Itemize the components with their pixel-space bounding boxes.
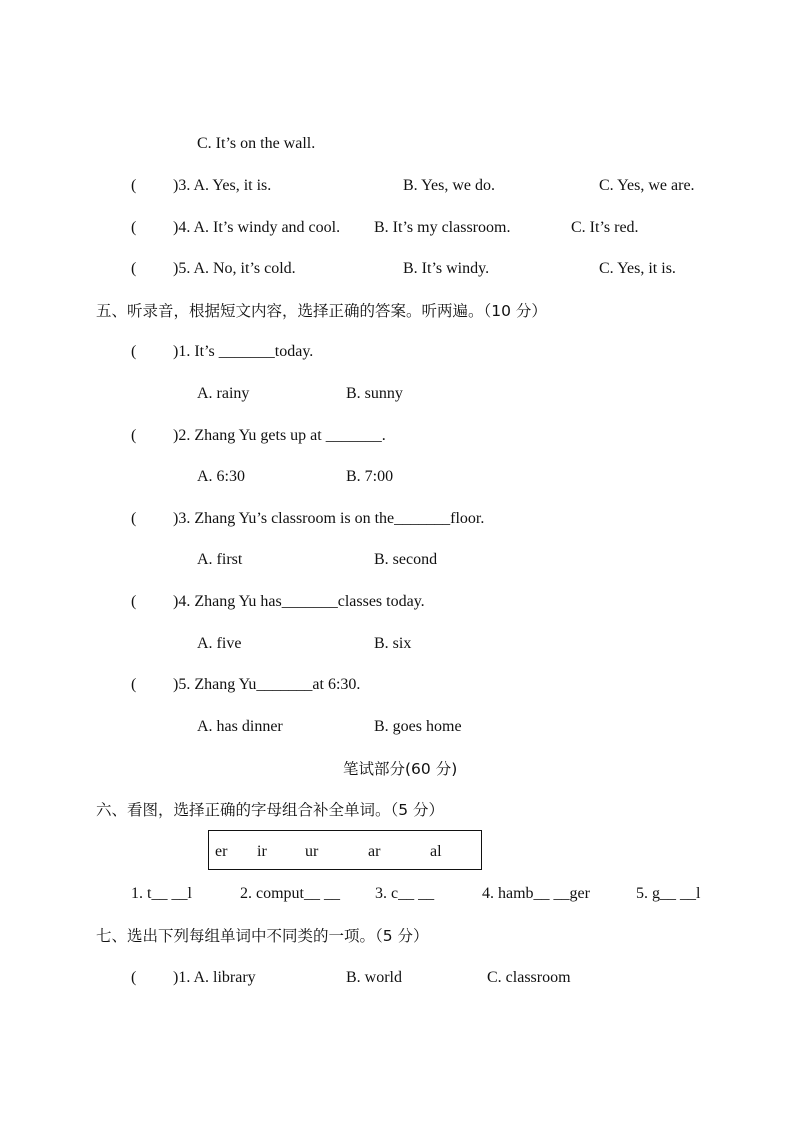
written-part-title: 笔试部分(60 分) bbox=[343, 760, 458, 778]
option-a: A. five bbox=[197, 635, 242, 652]
answer-paren[interactable]: ( bbox=[131, 510, 137, 527]
answer-paren[interactable]: ( bbox=[131, 427, 137, 444]
question-option-b: B. It’s windy. bbox=[403, 260, 490, 277]
option-b: B. second bbox=[374, 551, 438, 568]
question-option-a: )4. A. It’s windy and cool. bbox=[173, 219, 341, 236]
word-blank-1: 1. t__ __l bbox=[131, 885, 192, 902]
question-option-b: B. world bbox=[346, 969, 402, 986]
answer-paren[interactable]: ( bbox=[131, 969, 137, 986]
option-b: B. goes home bbox=[374, 718, 462, 735]
option-b: B. six bbox=[374, 635, 412, 652]
question-option-a: )1. A. library bbox=[173, 969, 256, 986]
letter-option-al: al bbox=[430, 843, 442, 860]
option-c-wall: C. It’s on the wall. bbox=[197, 135, 316, 152]
option-a: A. has dinner bbox=[197, 718, 283, 735]
answer-paren[interactable]: ( bbox=[131, 343, 137, 360]
word-blank-5: 5. g__ __l bbox=[636, 885, 701, 902]
question-text: )5. Zhang Yu_______at 6:30. bbox=[173, 676, 361, 693]
question-option-a: )5. A. No, it’s cold. bbox=[173, 260, 296, 277]
question-text: )2. Zhang Yu gets up at _______. bbox=[173, 427, 386, 444]
section5-title: 五、听录音，根据短文内容，选择正确的答案。听两遍。（10 分） bbox=[96, 302, 547, 320]
question-option-b: B. It’s my classroom. bbox=[374, 219, 511, 236]
question-option-a: )3. A. Yes, it is. bbox=[173, 177, 272, 194]
question-option-c: C. classroom bbox=[487, 969, 571, 986]
word-blank-2: 2. comput__ __ bbox=[240, 885, 340, 902]
option-a: A. first bbox=[197, 551, 243, 568]
question-text: )3. Zhang Yu’s classroom is on the_______floor. bbox=[173, 510, 485, 527]
section7-title: 七、选出下列每组单词中不同类的一项。（5 分） bbox=[96, 927, 429, 945]
option-b: B. sunny bbox=[346, 385, 403, 402]
letter-option-ur: ur bbox=[305, 843, 319, 860]
option-a: A. rainy bbox=[197, 385, 250, 402]
word-blank-4: 4. hamb__ __ger bbox=[482, 885, 590, 902]
option-a: A. 6:30 bbox=[197, 468, 245, 485]
answer-paren[interactable]: ( bbox=[131, 260, 137, 277]
letter-option-ir: ir bbox=[257, 843, 267, 860]
question-option-b: B. Yes, we do. bbox=[403, 177, 496, 194]
answer-paren[interactable]: ( bbox=[131, 676, 137, 693]
question-option-c: C. Yes, we are. bbox=[599, 177, 695, 194]
word-blank-3: 3. c__ __ bbox=[375, 885, 435, 902]
letter-option-ar: ar bbox=[368, 843, 381, 860]
question-text: )4. Zhang Yu has_______classes today. bbox=[173, 593, 425, 610]
answer-paren[interactable]: ( bbox=[131, 177, 137, 194]
question-text: )1. It’s _______today. bbox=[173, 343, 314, 360]
option-b: B. 7:00 bbox=[346, 468, 394, 485]
answer-paren[interactable]: ( bbox=[131, 593, 137, 610]
question-option-c: C. It’s red. bbox=[571, 219, 639, 236]
question-option-c: C. Yes, it is. bbox=[599, 260, 676, 277]
section6-title: 六、看图，选择正确的字母组合补全单词。（5 分） bbox=[96, 801, 445, 819]
answer-paren[interactable]: ( bbox=[131, 219, 137, 236]
letter-option-er: er bbox=[215, 843, 228, 860]
